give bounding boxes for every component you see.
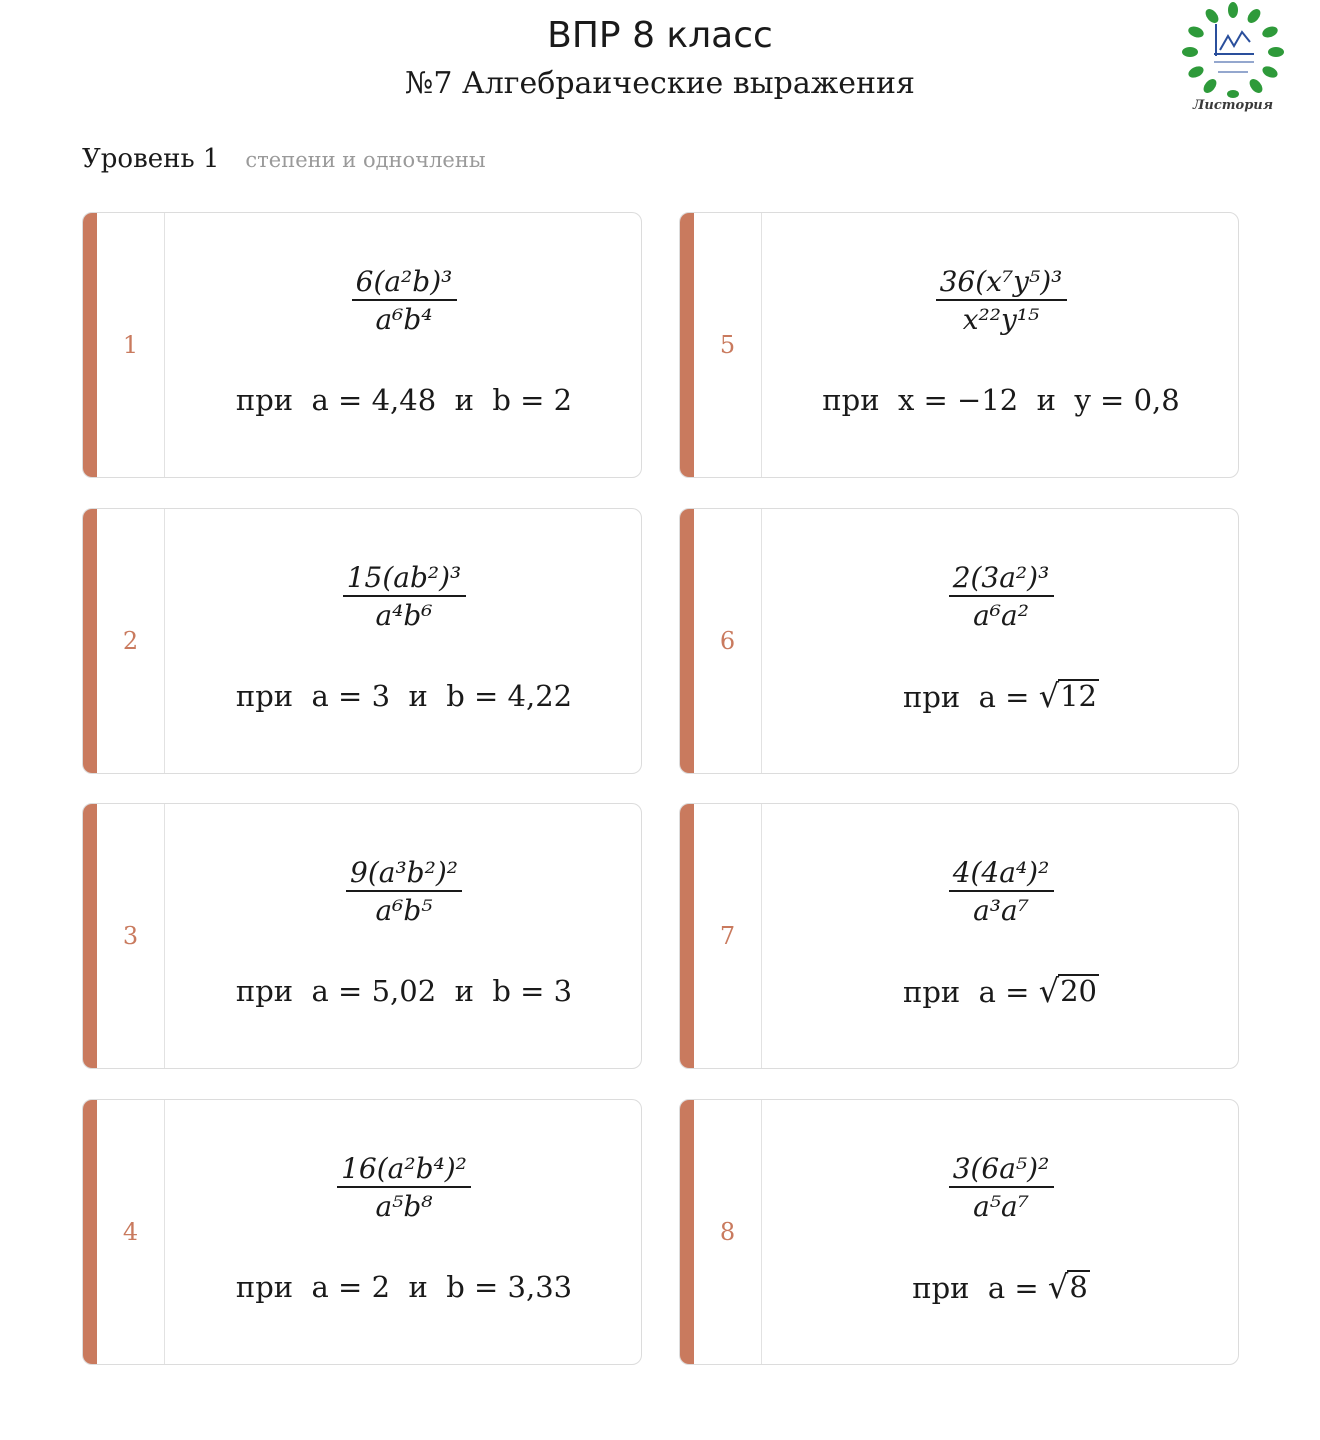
task-number: 8: [719, 1218, 736, 1246]
task-fraction: [764, 856, 1238, 928]
fraction-denominator: a³a⁷: [973, 894, 1029, 927]
task-card: [679, 212, 1239, 478]
task-condition: при a = √ 20: [903, 972, 1097, 1010]
task-number-column: [694, 1100, 762, 1364]
task-condition: при a = 4,48 и b = 2: [235, 383, 573, 417]
card-accent-stripe: [83, 509, 97, 773]
task-card: [82, 508, 642, 774]
task-number: 1: [122, 331, 139, 359]
fraction-bar: [352, 299, 457, 301]
task-fraction: [167, 1152, 641, 1224]
card-accent-stripe: [680, 804, 694, 1068]
task-number-column: [97, 509, 165, 773]
level-title: Уровень 1: [82, 144, 220, 174]
task-content: [764, 1100, 1238, 1364]
square-root: √ 12: [1038, 677, 1097, 715]
fraction-bar: [343, 595, 466, 597]
fraction-denominator: a⁶b⁴: [375, 303, 433, 336]
task-condition: при x = −12 и y = 0,8: [822, 383, 1180, 417]
card-accent-stripe: [680, 509, 694, 773]
task-content: [764, 804, 1238, 1068]
task-card: [82, 1099, 642, 1365]
task-content: [167, 804, 641, 1068]
fraction-denominator: a⁶a²: [973, 599, 1029, 632]
task-content: [167, 213, 641, 477]
card-accent-stripe: [680, 1100, 694, 1364]
fraction-bar: [949, 595, 1054, 597]
task-fraction: [167, 856, 641, 928]
fraction-numerator: 2(3a²)³: [952, 561, 1050, 594]
task-fraction: [167, 265, 641, 337]
fraction-numerator: 3(6a⁵)²: [952, 1152, 1050, 1185]
fraction-numerator: 15(ab²)³: [346, 561, 462, 594]
task-fraction: [764, 561, 1238, 633]
task-number-column: [97, 213, 165, 477]
task-number: 7: [719, 922, 736, 950]
task-fraction: [167, 561, 641, 633]
task-number: 2: [122, 627, 139, 655]
task-number-column: [694, 804, 762, 1068]
fraction-numerator: 36(x⁷y⁵)³: [939, 265, 1063, 298]
task-card: [82, 803, 642, 1069]
level-subtitle: степени и одночлены: [245, 148, 486, 172]
fraction-denominator: a⁶b⁵: [375, 894, 433, 927]
card-accent-stripe: [83, 213, 97, 477]
square-root: √ 20: [1038, 972, 1097, 1010]
fraction-numerator: 16(a²b⁴)²: [341, 1152, 467, 1185]
card-accent-stripe: [83, 1100, 97, 1364]
card-accent-stripe: [83, 804, 97, 1068]
task-condition: при a = 3 и b = 4,22: [235, 679, 573, 713]
logo-wreath-icon: [1176, 2, 1290, 102]
task-number-column: [694, 213, 762, 477]
task-number: 3: [122, 922, 139, 950]
task-card: [82, 212, 642, 478]
task-number-column: [694, 509, 762, 773]
fraction-denominator: a⁵b⁸: [375, 1190, 433, 1223]
page-title: ВПР 8 класс: [547, 15, 773, 56]
task-content: [167, 1100, 641, 1364]
task-condition: при a = 5,02 и b = 3: [235, 974, 573, 1008]
fraction-bar: [949, 1186, 1054, 1188]
task-content: [764, 509, 1238, 773]
task-content: [167, 509, 641, 773]
fraction-denominator: a⁴b⁶: [375, 599, 433, 632]
fraction-bar: [346, 890, 462, 892]
fraction-denominator: x²²y¹⁵: [962, 303, 1040, 336]
listoria-logo: [1176, 2, 1290, 120]
task-content: [764, 213, 1238, 477]
logo-text: Листория: [1192, 98, 1274, 113]
task-card: [679, 508, 1239, 774]
task-condition: при a = √ 8: [912, 1268, 1088, 1306]
level-heading: [82, 144, 486, 174]
task-card: [679, 803, 1239, 1069]
fraction-numerator: 9(a³b²)²: [350, 856, 458, 889]
task-fraction: [764, 265, 1238, 337]
task-fraction: [764, 1152, 1238, 1224]
task-card: [679, 1099, 1239, 1365]
fraction-denominator: a⁵a⁷: [973, 1190, 1029, 1223]
task-number: 6: [719, 627, 736, 655]
page-subtitle: №7 Алгебраические выражения: [405, 66, 915, 101]
fraction-numerator: 4(4a⁴)²: [952, 856, 1050, 889]
task-condition: при a = 2 и b = 3,33: [235, 1270, 573, 1304]
square-root: √ 8: [1047, 1268, 1088, 1306]
task-number: 4: [122, 1218, 139, 1246]
task-number-column: [97, 804, 165, 1068]
task-condition: при a = √ 12: [903, 677, 1097, 715]
task-number: 5: [719, 331, 736, 359]
card-accent-stripe: [680, 213, 694, 477]
fraction-numerator: 6(a²b)³: [355, 265, 453, 298]
fraction-bar: [337, 1186, 471, 1188]
fraction-bar: [949, 890, 1054, 892]
fraction-bar: [936, 299, 1067, 301]
task-number-column: [97, 1100, 165, 1364]
